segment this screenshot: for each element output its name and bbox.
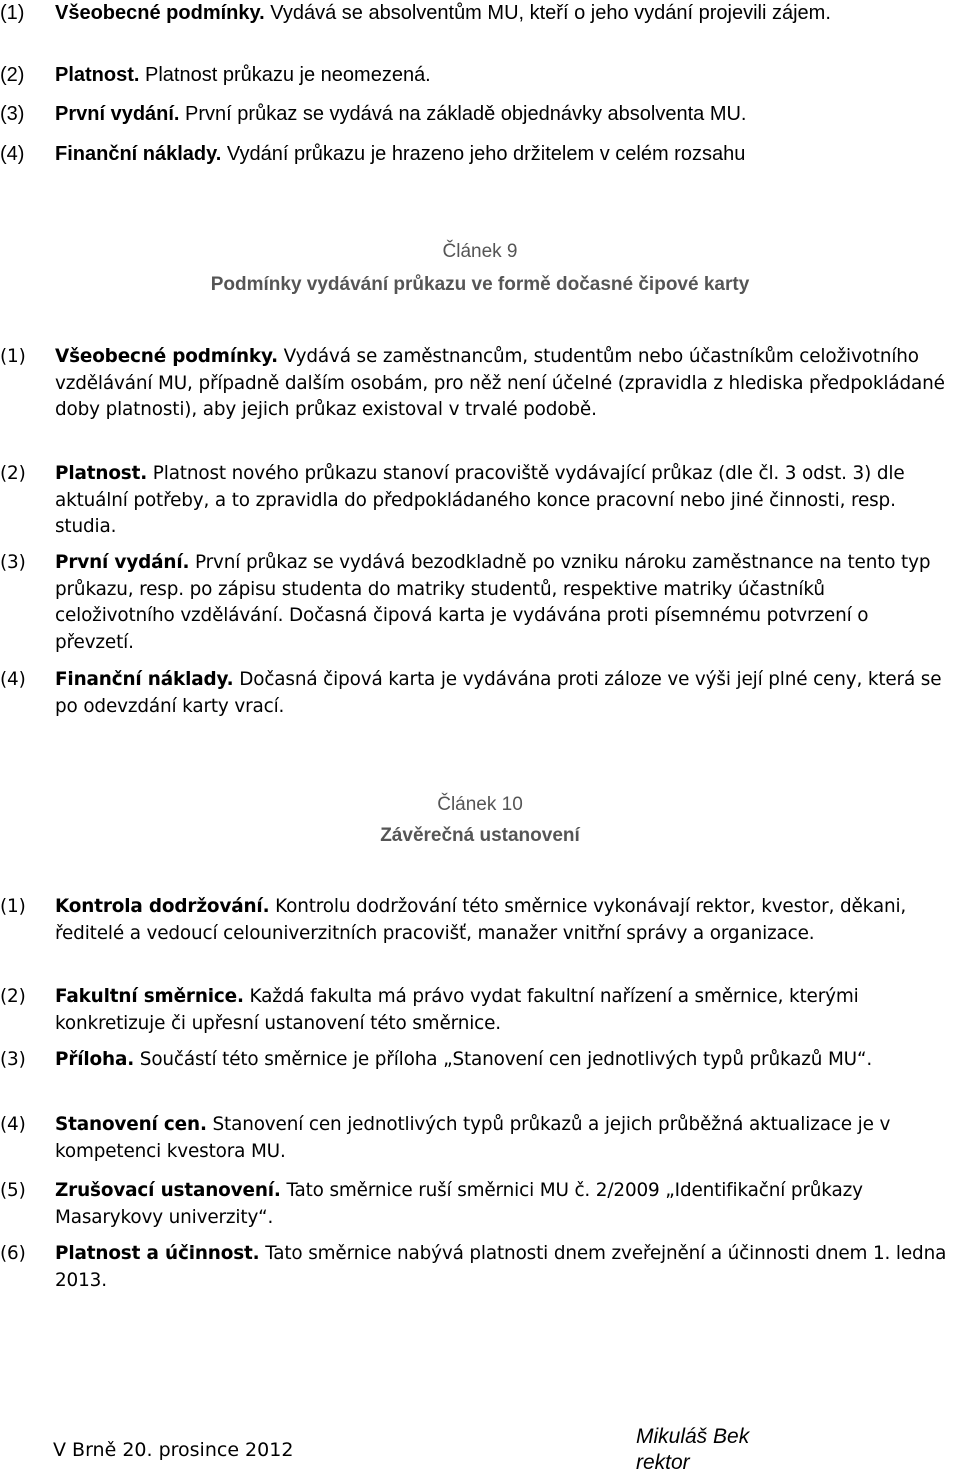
item-body — [55, 344, 950, 424]
item-text: Vydává se absolventům MU, kteří o jeho vydání projevili zájem. — [264, 2, 831, 24]
item-title: Zrušovací ustanovení. — [55, 1180, 281, 1201]
item-number: (6) — [0, 1243, 26, 1264]
item-text: Platnost průkazu je neomezená. — [139, 64, 431, 86]
item-number: (2) — [0, 463, 26, 484]
item-body — [55, 1112, 950, 1165]
item-body — [55, 1178, 950, 1231]
item-number: (3) — [0, 552, 26, 573]
item-number: (2) — [0, 64, 25, 86]
item-title: Finanční náklady. — [55, 143, 222, 165]
item-body — [55, 101, 950, 127]
item-text: Tato směrnice ruší směrnici MU č. 2/2009 „Identifikační průkazy Masarykovy univerzity“. — [55, 1180, 863, 1228]
item-text: První průkaz se vydává na základě objednávky absolventa MU. — [179, 103, 747, 125]
place-date: V Brně 20. prosince 2012 — [53, 1439, 294, 1461]
item-text: Platnost nového průkazu stanoví pracoviště vydávající průkaz (dle čl. 3 odst. 3) dle aktuální potřeby, a to zpravidla do předpokládaného konce pracovní nebo jiné činnosti, resp. studia. — [55, 463, 905, 537]
item-text: Stanovení cen jednotlivých typů průkazů a jejich průběžná aktualizace je v kompetenci kvestora MU. — [55, 1114, 891, 1162]
item-text: Vydává se zaměstnancům, studentům nebo účastníkům celoživotního vzdělávání MU, případně dalším osobám, pro něž není účelné (zpravidla z hlediska předpokládané doby platnosti), aby jejich průkaz existoval v trvalé podobě. — [55, 346, 945, 420]
item-body — [55, 984, 950, 1037]
item-title: Platnost a účinnost. — [55, 1243, 260, 1264]
item-text: Kontrolu dodržování této směrnice vykonávají rektor, kvestor, děkani, ředitelé a vedoucí celouniverzitních pracovišť, manažer vnitřní správy a organizace. — [55, 896, 907, 944]
item-number: (2) — [0, 986, 26, 1007]
item-number: (3) — [0, 103, 25, 125]
item-number: (1) — [0, 346, 26, 367]
item-title: Stanovení cen. — [55, 1114, 207, 1135]
item-number: (4) — [0, 143, 25, 165]
item-number: (4) — [0, 1114, 26, 1135]
article-9-heading: Článek 9 — [442, 241, 518, 262]
item-body — [55, 550, 950, 656]
item-body — [55, 0, 935, 26]
item-body — [55, 1047, 950, 1074]
signatory-role: rektor — [636, 1451, 690, 1474]
item-title: První vydání. — [55, 103, 180, 125]
item-text: Dočasná čipová karta je vydávána proti záloze ve výši její plné ceny, která se po odevzdání karty vrací. — [55, 669, 942, 717]
item-title: Kontrola dodržování. — [55, 896, 270, 917]
article-10-title: Závěrečná ustanovení — [380, 825, 580, 846]
item-title: Platnost. — [55, 463, 148, 484]
signatory-name: Mikuláš Bek — [636, 1425, 750, 1448]
item-title: Příloha. — [55, 1049, 135, 1070]
item-title: Všeobecné podmínky. — [55, 2, 265, 24]
item-text: Součástí této směrnice je příloha „Stanovení cen jednotlivých typů průkazů MU“. — [134, 1049, 873, 1070]
item-body — [55, 461, 950, 541]
item-text: Tato směrnice nabývá platnosti dnem zveřejnění a účinnosti dnem 1. ledna 2013. — [55, 1243, 947, 1291]
item-title: Platnost. — [55, 64, 140, 86]
item-body — [55, 667, 950, 720]
item-number: (3) — [0, 1049, 26, 1070]
item-number: (1) — [0, 2, 25, 24]
item-title: Fakultní směrnice. — [55, 986, 244, 1007]
item-text: První průkaz se vydává bezodkladně po vzniku nároku zaměstnance na tento typ průkazu, resp. po zápisu studenta do matriky studentů, respektive matriky účastníků celoživotního vzdělávání. Dočasná čipová karta je vydávána proti písemnému potvrzení o převzetí. — [55, 552, 931, 653]
item-body — [55, 1241, 950, 1294]
article-10-heading: Článek 10 — [437, 794, 523, 815]
item-title: Všeobecné podmínky. — [55, 346, 278, 367]
item-body — [55, 141, 950, 167]
item-text: Každá fakulta má právo vydat fakultní nařízení a směrnice, kterými konkretizuje či upřesní ustanovení této směrnice. — [55, 986, 859, 1034]
item-body — [55, 894, 950, 947]
item-body — [55, 62, 950, 88]
signature-block — [636, 1424, 749, 1476]
item-text: Vydání průkazu je hrazeno jeho držitelem v celém rozsahu — [221, 143, 746, 165]
item-title: Finanční náklady. — [55, 669, 234, 690]
item-number: (5) — [0, 1180, 26, 1201]
article-9-title: Podmínky vydávání průkazu ve formě dočasné čipové karty — [210, 274, 750, 295]
item-title: První vydání. — [55, 552, 190, 573]
item-number: (1) — [0, 896, 26, 917]
item-number: (4) — [0, 669, 26, 690]
